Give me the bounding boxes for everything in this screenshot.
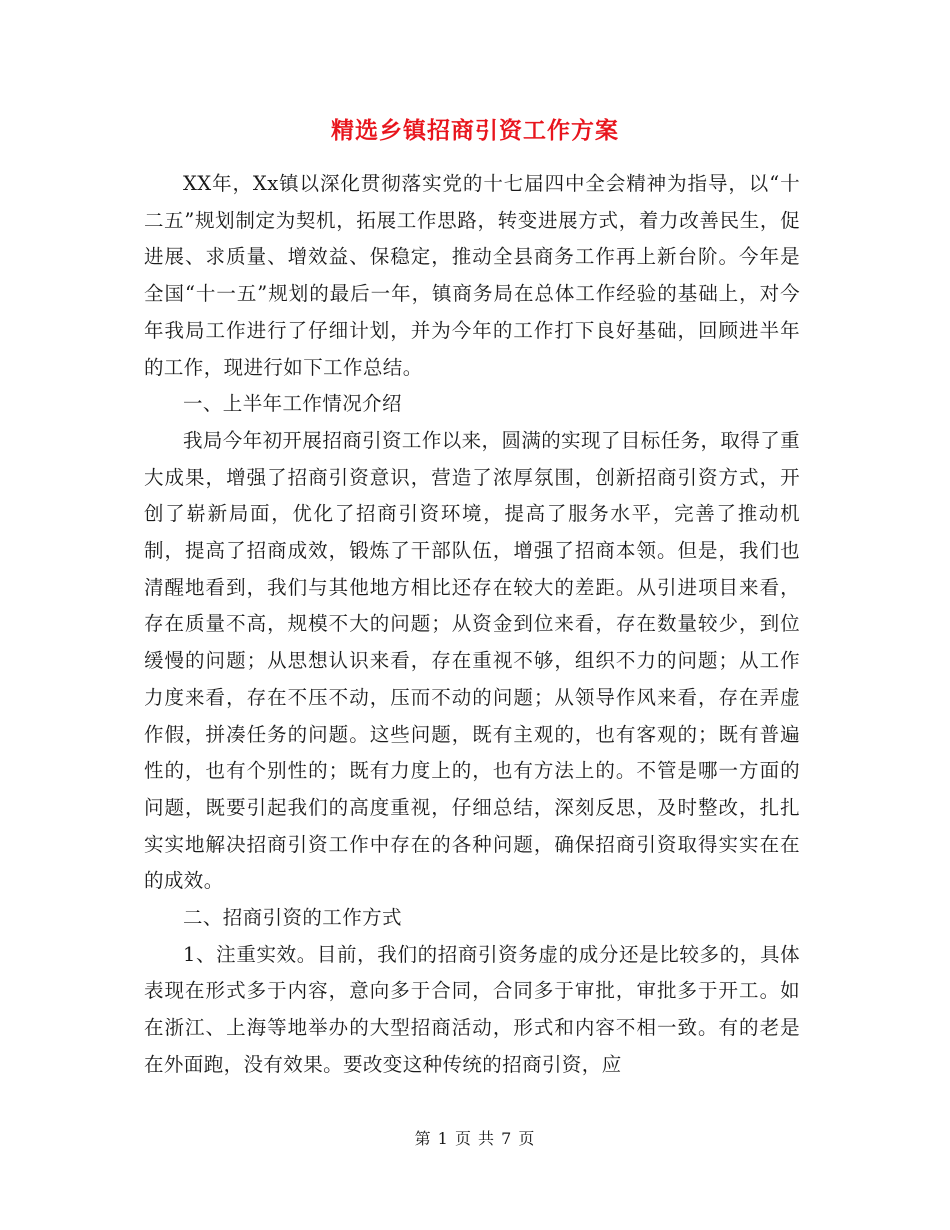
- intro-paragraph: XX年，Xx镇以深化贯彻落实党的十七届四中全会精神为指导，以“十二五”规划制定为契机，拓展工作思路，转变进展方式，着力改善民生，促进展、求质量、增效益、保稳定，推动全县商务工作再上新台阶。今年是全国“十一五”规划的最后一年，镇商务局在总体工作经验的基础上，对今年我局工作进行了仔细计划，并为今年的工作打下良好基础，回顾进半年的工作，现进行如下工作总结。: [144, 172, 800, 379]
- document-body: [144, 166, 800, 1084]
- section-heading-2: 二、招商引资的工作方式: [183, 906, 402, 930]
- document-title: 精选乡镇招商引资工作方案: [331, 117, 619, 144]
- section-2-paragraph: 1、注重实效。目前，我们的招商引资务虚的成分还是比较多的，具体表现在形式多于内容，意向多于合同，合同多于审批，审批多于开工。如在浙江、上海等地举办的大型招商活动，形式和内容不相一致。有的老是在外面跑，没有效果。要改变这种传统的招商引资，应: [144, 942, 800, 1076]
- section-heading-1: 一、上半年工作情况介绍: [183, 392, 402, 416]
- page-footer: 第 1 页 共 7 页: [414, 1129, 536, 1148]
- section-1-paragraph: 我局今年初开展招商引资工作以来，圆满的实现了目标任务，取得了重大成果，增强了招商引资意识，营造了浓厚氛围，创新招商引资方式，开创了崭新局面，优化了招商引资环境，提高了服务水平，完善了推动机制，提高了招商成效，锻炼了干部队伍，增强了招商本领。但是，我们也清醒地看到，我们与其他地方相比还存在较大的差距。从引进项目来看，存在质量不高，规模不大的问题；从资金到位来看，存在数量较少，到位缓慢的问题；从思想认识来看，存在重视不够，组织不力的问题；从工作力度来看，存在不压不动，压而不动的问题；从领导作风来看，存在弄虚作假，拼凑任务的问题。这些问题，既有主观的，也有客观的；既有普遍性的，也有个别性的；既有力度上的，也有方法上的。不管是哪一方面的问题，既要引起我们的高度重视，仔细总结，深刻反思，及时整改，扎扎实实地解决招商引资工作中存在的各种问题，确保招商引资取得实实在在的成效。: [144, 428, 800, 893]
